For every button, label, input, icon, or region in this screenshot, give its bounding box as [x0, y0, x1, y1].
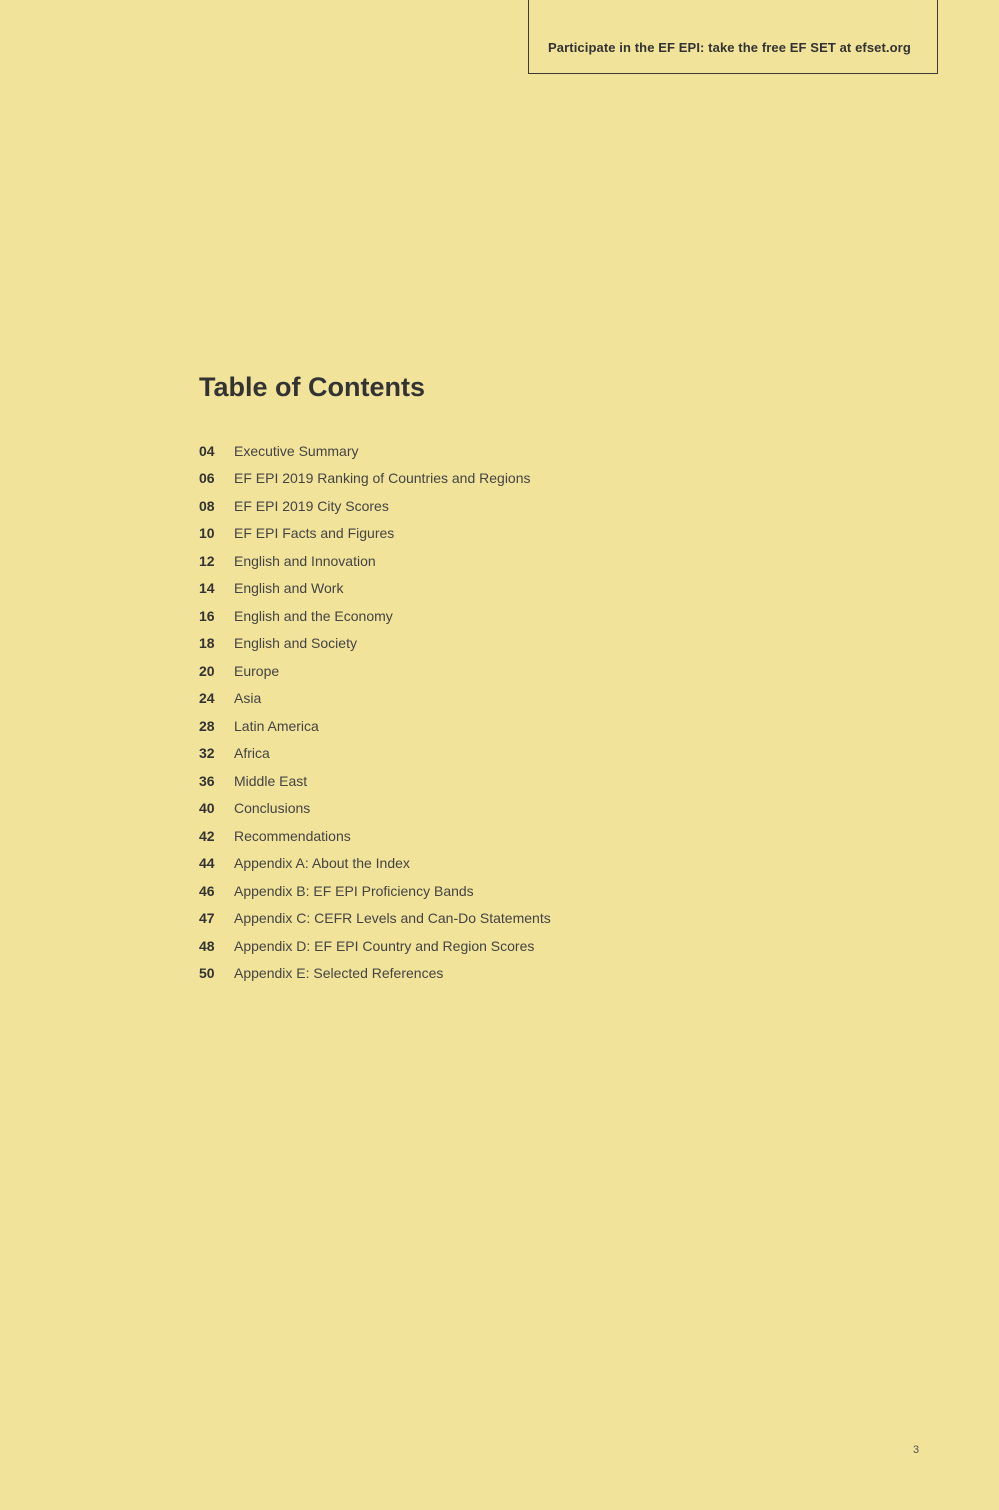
toc-entry-label: Asia	[234, 690, 262, 707]
toc-entry[interactable]	[199, 795, 551, 823]
toc-page-number: 50	[199, 965, 215, 982]
toc-page-number: 10	[199, 525, 215, 542]
toc-entry-label: Europe	[234, 662, 280, 679]
toc-page-number: 24	[199, 690, 215, 707]
toc-entry-label: English and Society	[234, 635, 357, 652]
toc-page-number: 16	[199, 607, 215, 624]
toc-page-number: 36	[199, 772, 215, 789]
toc-entry[interactable]	[199, 767, 551, 795]
toc-title: Table of Contents	[199, 372, 425, 402]
toc-entry[interactable]	[199, 492, 551, 520]
toc-entry-label: EF EPI 2019 City Scores	[234, 497, 389, 514]
toc-entry-label: Appendix C: CEFR Levels and Can-Do Statements	[234, 910, 551, 927]
toc-entry-label: Latin America	[234, 717, 319, 734]
toc-entry-label: English and the Economy	[234, 607, 393, 624]
toc-page-number: 46	[199, 882, 215, 899]
toc-entry-label: Appendix A: About the Index	[234, 855, 410, 872]
toc-entry-label: Appendix E: Selected References	[234, 965, 444, 982]
toc-page-number: 08	[199, 497, 215, 514]
toc-entry-label: Africa	[234, 745, 270, 762]
toc-entry[interactable]	[199, 602, 551, 630]
toc-entry[interactable]	[199, 465, 551, 493]
toc-entry[interactable]	[199, 905, 551, 933]
toc-page-number: 04	[199, 442, 215, 459]
toc-entry[interactable]	[199, 932, 551, 960]
toc-page-number: 47	[199, 910, 215, 927]
toc-entry-label: Executive Summary	[234, 442, 359, 459]
toc-entry-label: EF EPI Facts and Figures	[234, 525, 395, 542]
toc-entry[interactable]	[199, 822, 551, 850]
toc-entry[interactable]	[199, 960, 551, 988]
toc-entry[interactable]	[199, 657, 551, 685]
toc-page-number: 12	[199, 552, 215, 569]
toc-page-number: 32	[199, 745, 215, 762]
toc-entry[interactable]	[199, 712, 551, 740]
toc-entry[interactable]	[199, 437, 551, 465]
toc-entry-label: Conclusions	[234, 800, 311, 817]
toc-entry[interactable]	[199, 877, 551, 905]
toc-page-number: 44	[199, 855, 215, 872]
toc-page-number: 28	[199, 717, 215, 734]
toc-entry[interactable]	[199, 850, 551, 878]
toc-list	[199, 437, 551, 987]
toc-entry[interactable]	[199, 547, 551, 575]
toc-page-number: 40	[199, 800, 215, 817]
toc-entry[interactable]	[199, 685, 551, 713]
toc-page-number: 42	[199, 827, 215, 844]
toc-page-number: 14	[199, 580, 215, 597]
toc-entry[interactable]	[199, 520, 551, 548]
toc-page-number: 20	[199, 662, 215, 679]
toc-page-number: 06	[199, 470, 215, 487]
toc-page-number: 18	[199, 635, 215, 652]
toc-entry[interactable]	[199, 575, 551, 603]
toc-entry-label: English and Work	[234, 580, 344, 597]
toc-entry[interactable]	[199, 740, 551, 768]
toc-entry-label: Recommendations	[234, 827, 351, 844]
toc-entry-label: Middle East	[234, 772, 308, 789]
toc-entry[interactable]	[199, 630, 551, 658]
toc-entry-label: English and Innovation	[234, 552, 376, 569]
page-number: 3	[913, 1444, 920, 1456]
toc-entry-label: EF EPI 2019 Ranking of Countries and Regions	[234, 470, 531, 487]
promo-text: Participate in the EF EPI: take the free EF SET at efset.org	[548, 40, 911, 55]
toc-page-number: 48	[199, 937, 215, 954]
toc-entry-label: Appendix B: EF EPI Proficiency Bands	[234, 882, 474, 899]
toc-entry-label: Appendix D: EF EPI Country and Region Scores	[234, 937, 535, 954]
promo-box	[528, 0, 938, 74]
